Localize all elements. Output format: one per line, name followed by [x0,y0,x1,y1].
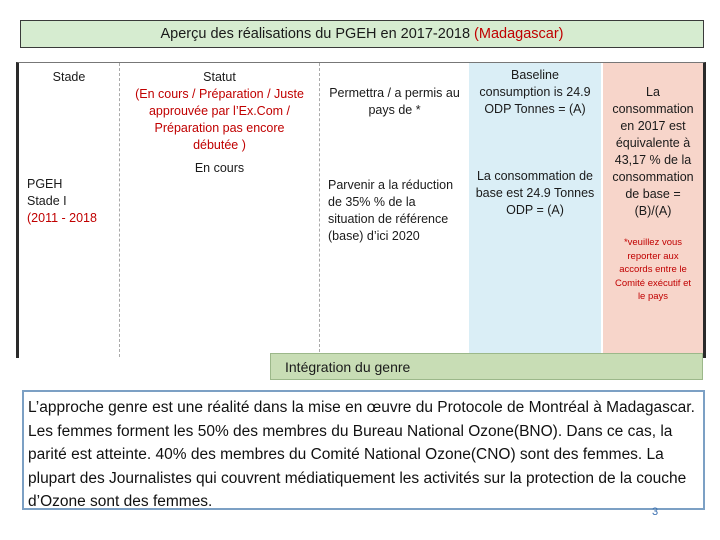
stade-value [27,176,115,227]
gender-heading: Intégration du genre [270,353,703,380]
consommation-value: La consommation en 2017 est équivalente à 43,17 % de la consommation de base = (B)/(A) [612,85,694,218]
gender-paragraph: L’approche genre est une réalité dans la mise en œuvre du Protocole de Montréal à Madagascar. Les femmes forment les 50% des membres du Bureau National Ozone(BNO). Dans ce cas, la parité est atteinte. 40% des membres du Comité National Ozone(CNO) sont des femmes. La plupart des Journalistes qui couvrent médiatiquement les activités sur la protection de la couche d’Ozone sont des femmes. [22,390,705,510]
stade-value-line2: Stade I [27,194,67,208]
column-permettra [319,63,469,357]
slide-title-text: Aperçu des réalisations du PGEH en 2017-2018 [160,26,471,42]
statut-header [120,69,319,154]
baseline-header: Baseline consumption is 24.9 ODP Tonnes = (A) [479,68,591,116]
statut-value: En cours [194,161,245,175]
consommation-note: *veuillez vous reporter aux accords entre le Comité exécutif et le pays [614,237,692,302]
achievements-table [16,62,706,358]
permettra-value: Parvenir a la réduction de 35% % de la situation de référence (base) d’ici 2020 [328,178,454,243]
stade-value-line3: (2011 - 2018 [27,211,97,225]
permettra-header: Permettra / a permis au pays de * [329,86,460,117]
slide-title-country: (Madagascar) [474,26,564,42]
column-stade [19,63,119,357]
slide-title [20,20,704,48]
statut-header-detail: (En cours / Préparation / Juste approuvée par l’Ex.Com / Préparation pas encore débutée ) [135,87,304,152]
stade-value-line1: PGEH [27,177,63,191]
column-baseline [469,63,601,357]
baseline-value: La consommation de base est 24.9 Tonnes ODP = (A) [475,169,595,217]
column-statut [119,63,319,357]
statut-header-title: Statut [203,70,236,84]
page-number: 3 [652,506,659,518]
stade-header: Stade [52,70,86,84]
column-consommation [601,63,703,357]
